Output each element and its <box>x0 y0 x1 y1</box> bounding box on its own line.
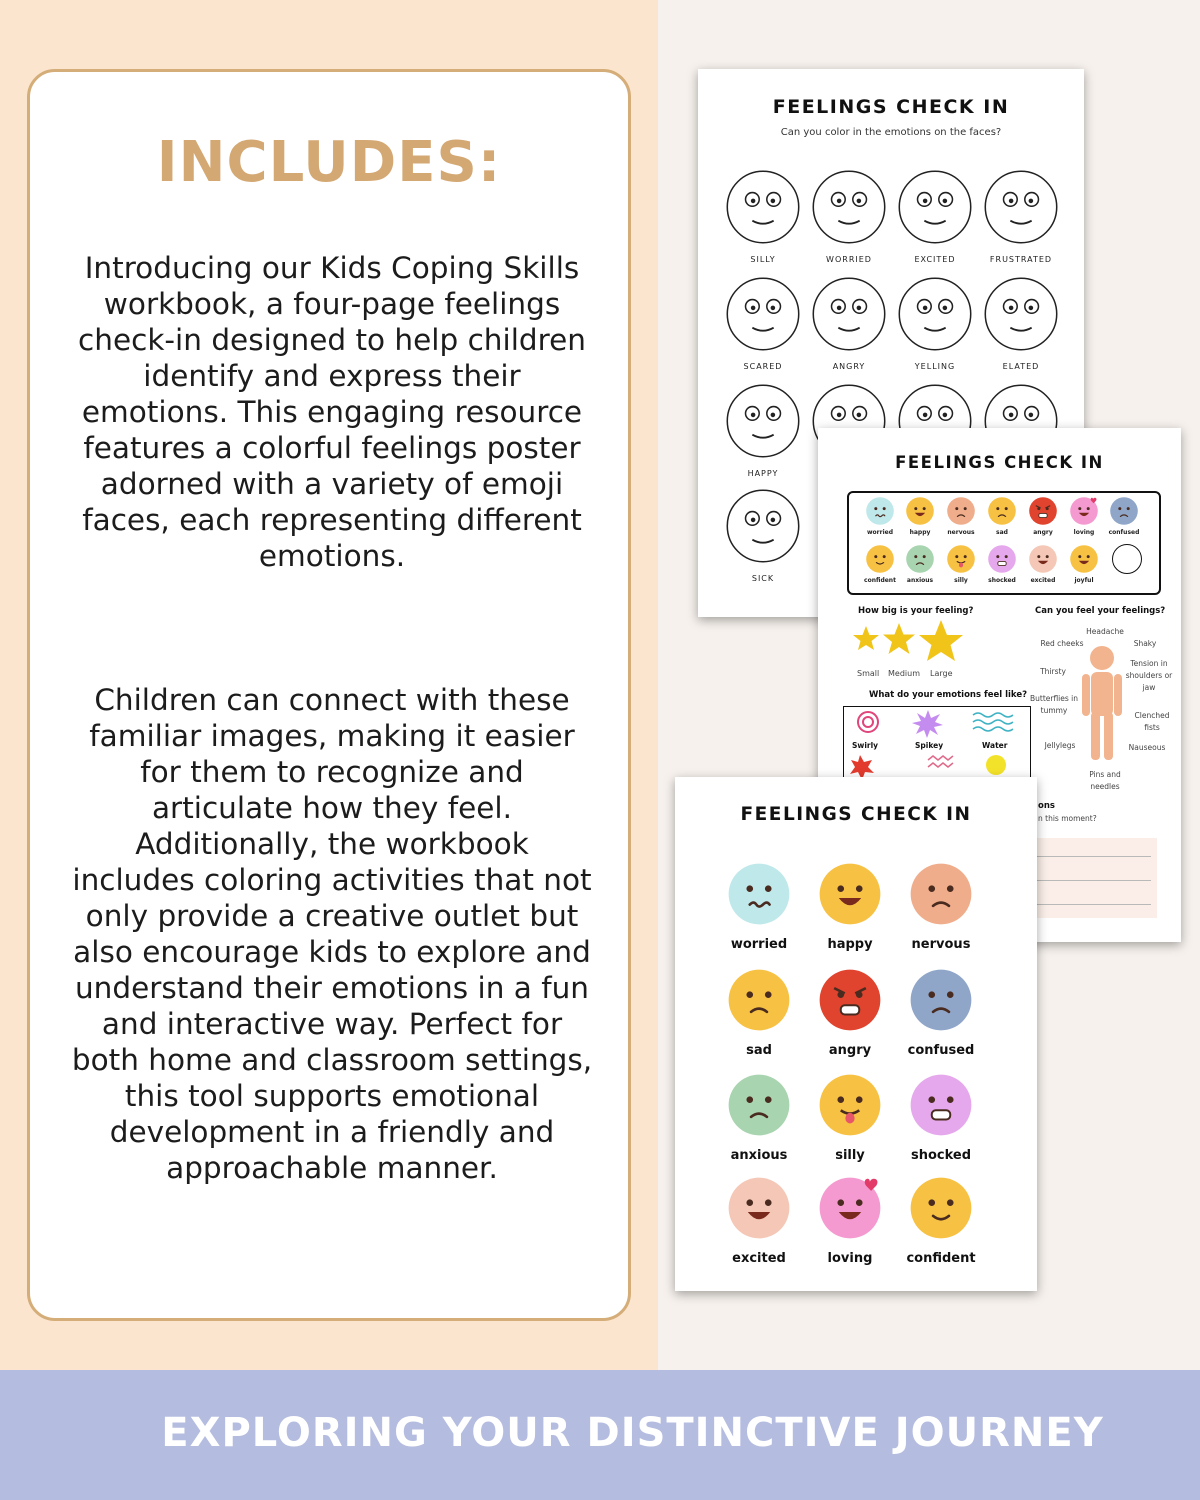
emotion-label: excited <box>732 1251 786 1266</box>
worried-emoji-icon <box>726 861 792 927</box>
size-large-label: Large <box>930 669 953 678</box>
emotion-label: silly <box>954 577 968 584</box>
poster-page-preview <box>675 777 1037 1291</box>
swirl-icon <box>858 712 878 732</box>
texture-label-water: Water <box>982 741 1008 750</box>
joyful-emoji-icon <box>1069 544 1099 574</box>
outline-face-icon <box>897 169 973 245</box>
outline-face-label: FRUSTRATED <box>989 255 1053 264</box>
emotion-label: silly <box>835 1148 865 1163</box>
star-icon-large <box>919 620 963 661</box>
silly-emoji-icon <box>946 544 976 574</box>
zigzag-icon <box>928 756 953 767</box>
outline-face-label: ELATED <box>1002 362 1040 371</box>
includes-heading: INCLUDES: <box>156 130 502 195</box>
emotion-label: confident <box>906 1251 976 1266</box>
description-paragraph-2: Children can connect with these familiar images, making it easier for them to recognize and articulate how they feel. Additionally, the workbook includes coloring activities that not only provide a creative outlet but also encourage kids to explore and understand their emotions in a fun and interactive way. Perfect for both home and classroom settings, this tool supports emotional development in a friendly and approachable manner. <box>71 683 593 1185</box>
emotion-label: worried <box>866 529 893 536</box>
sad-emoji-icon <box>726 967 792 1033</box>
emotion-label: sad <box>746 1043 772 1058</box>
angry-emoji-icon <box>817 967 883 1033</box>
emotion-label: loving <box>1073 529 1095 536</box>
confused-emoji-icon <box>1109 496 1139 526</box>
nervous-emoji-icon <box>946 496 976 526</box>
body-label-red-cheeks: Red cheeks <box>1040 639 1084 648</box>
outline-face-label: SILLY <box>750 255 776 264</box>
outline-face-label: SICK <box>751 574 775 583</box>
body-label-thirsty: Thirsty <box>1040 667 1066 676</box>
shocked-emoji-icon <box>908 1072 974 1138</box>
worried-emoji-icon <box>865 496 895 526</box>
body-label-headache: Headache <box>1086 627 1124 636</box>
texture-label-swirly: Swirly <box>852 741 879 750</box>
sad-emoji-icon <box>987 496 1017 526</box>
emotion-label: confused <box>907 1043 975 1058</box>
emotion-label: joyful <box>1074 577 1094 584</box>
body-label-clenched-fists: Clenched fists <box>1134 711 1170 732</box>
emotion-label: worried <box>730 937 788 952</box>
outline-face-label: HAPPY <box>747 469 779 478</box>
sun-icon <box>986 755 1006 775</box>
emotion-label: nervous <box>911 937 971 952</box>
loving-emoji-icon <box>817 1175 883 1241</box>
excited-emoji-icon <box>726 1175 792 1241</box>
anxious-emoji-icon <box>726 1072 792 1138</box>
angry-emoji-icon <box>1028 496 1058 526</box>
body-outline-icon <box>1082 644 1122 764</box>
body-question: Can you feel your feelings? <box>1035 606 1166 616</box>
anxious-emoji-icon <box>905 544 935 574</box>
outline-face-icon <box>725 488 801 564</box>
nervous-emoji-icon <box>908 861 974 927</box>
outline-face-icon <box>897 276 973 352</box>
emotion-label: excited <box>1030 577 1056 584</box>
emotion-label: anxious <box>730 1148 788 1163</box>
shocked-emoji-icon <box>987 544 1017 574</box>
emotion-label: happy <box>827 937 873 952</box>
body-label-shaky: Shaky <box>1133 639 1157 648</box>
outline-face-label: SCARED <box>743 362 783 371</box>
outline-face-icon <box>811 169 887 245</box>
description-paragraph-1: Introducing our Kids Coping Skills workbook, a four-page feelings check-in designed to help children identify and express their emotions. This engaging resource features a colorful feelings poster adorned with a variety of emoji faces, each representing different emotions. <box>78 251 586 573</box>
emotion-label: nervous <box>947 529 975 536</box>
emotion-label: anxious <box>906 577 934 584</box>
emotion-label: shocked <box>988 577 1016 584</box>
footer-slogan: EXPLORING YOUR DISTINCTIVE JOURNEY <box>161 1410 1104 1456</box>
emotion-label: angry <box>828 1043 872 1058</box>
poster-page-title: FEELINGS CHECK IN <box>740 804 972 825</box>
size-medium-label: Medium <box>888 669 920 678</box>
body-label-tension: Tension in shoulders or jaw <box>1125 659 1173 692</box>
includes-card <box>27 69 631 1321</box>
star-icon-small <box>853 626 879 650</box>
outline-face-icon <box>983 276 1059 352</box>
loving-emoji-icon <box>1069 496 1099 526</box>
footer-banner <box>0 1370 1200 1500</box>
happy-emoji-icon <box>817 861 883 927</box>
coloring-page-title: FEELINGS CHECK IN <box>772 96 1010 118</box>
spike-icon <box>912 710 943 738</box>
outline-face-icon <box>725 169 801 245</box>
size-question: How big is your feeling? <box>858 606 974 616</box>
emotion-label: loving <box>827 1251 873 1266</box>
outline-face-label: YELLING <box>914 362 956 371</box>
outline-face-icon <box>725 276 801 352</box>
emotion-label: happy <box>909 529 931 536</box>
emotion-label: sad <box>996 529 1008 536</box>
outline-face-icon <box>983 169 1059 245</box>
body-label-pins-needles: Pins and needles <box>1089 770 1121 791</box>
star-icons <box>852 620 972 664</box>
body-label-nauseous: Nauseous <box>1128 743 1166 752</box>
outline-face-icon <box>811 276 887 352</box>
empty-emoji-slot <box>1112 544 1142 574</box>
emotion-label: confused <box>1108 529 1140 536</box>
emotion-label: angry <box>1033 529 1053 536</box>
body-label-butterflies: Butterflies in tummy <box>1029 694 1079 715</box>
texture-label-spikey: Spikey <box>915 741 944 750</box>
size-small-label: Small <box>857 669 880 678</box>
coloring-page-subtitle: Can you color in the emotions on the faces? <box>780 127 1002 138</box>
outline-face-icon <box>725 383 801 459</box>
partial-question: n this moment? <box>1038 814 1097 823</box>
excited-emoji-icon <box>1028 544 1058 574</box>
outline-face-label: WORRIED <box>826 255 872 264</box>
confident-emoji-icon <box>865 544 895 574</box>
happy-emoji-icon <box>905 496 935 526</box>
silly-emoji-icon <box>817 1072 883 1138</box>
emotion-label: shocked <box>910 1148 972 1163</box>
partial-heading: ons <box>1038 801 1055 811</box>
outline-face-label: EXCITED <box>914 255 956 264</box>
star-icon-medium <box>883 623 915 654</box>
emotion-label: confident <box>864 577 896 584</box>
confident-emoji-icon <box>908 1175 974 1241</box>
feel-like-question: What do your emotions feel like? <box>869 690 1028 700</box>
body-label-jellylegs: Jellylegs <box>1044 741 1076 750</box>
water-icon <box>973 713 1013 731</box>
worksheet-page-title: FEELINGS CHECK IN <box>895 453 1104 472</box>
outline-face-label: ANGRY <box>832 362 866 371</box>
confused-emoji-icon <box>908 967 974 1033</box>
